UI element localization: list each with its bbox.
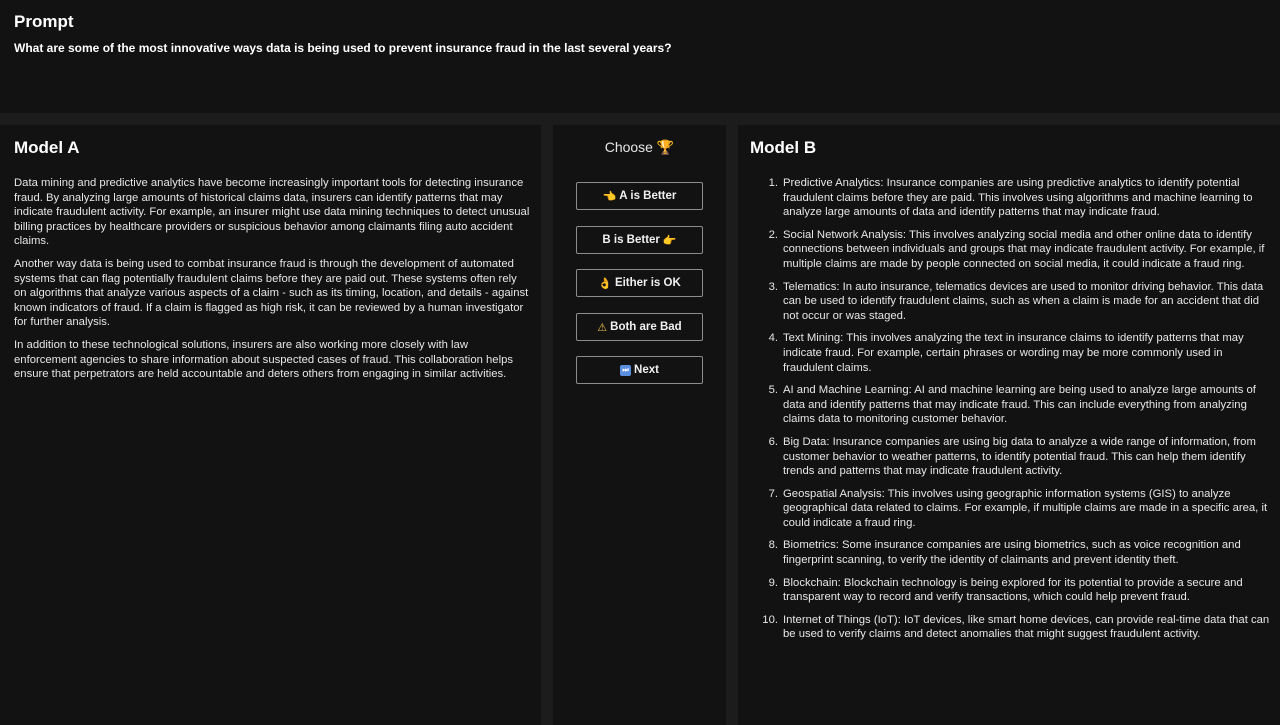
model-a-panel [0,125,541,725]
list-text: Big Data: Insurance companies are using big data to analyze a wide range of information, from customer behavior to weather patterns, to identify potential fraud. This can help them identify trends and patterns that may indicate fraudulent activity. [783,435,1256,478]
list-item [750,383,1270,427]
model-a-paragraph: In addition to these technological solutions, insurers are also working more closely with law enforcement agencies to share information about suspected cases of fraud. This collaboration helps ensure that perpetrators are held accountable and deters others from engaging in similar activities. [14,338,514,381]
list-number: 6. [768,435,778,448]
list-item [750,538,1270,567]
model-a-paragraph: Another way data is being used to combat insurance fraud is through the development of automated systems that can flag potentially fraudulent claims before they are paid out. These systems often rely on algorithms that analyze various aspects of a claim - such as its timing, location, and details - against known indicators of fraud. If a claim is flagged as high risk, it can be reviewed by a human investigator for further analysis. [14,257,529,329]
pointing-left-icon: 👈 [602,190,617,203]
list-text: Geospatial Analysis: This involves using geographic information systems (GIS) to analyze geographical data related to claims. For example, if multiple claims are made in a specific area, it could indicate a fraud ring. [783,487,1268,529]
list-text: Social Network Analysis: This involves analyzing social media and other online data to identify connections between individuals and groups that may indicate fraudulent activity. For example, if multiple claims are made by people connected on social media, it could indicate a fraud ring. [783,228,1265,270]
list-text: Text Mining: This involves analyzing the text in insurance claims to identify patterns that may indicate fraud. For example, certain phrases or wording may be more commonly used in fraudulent claims. [783,332,1244,374]
list-number: 8. [768,539,778,552]
choose-title [553,139,726,156]
list-text: Telematics: In auto insurance, telematics devices are used to monitor driving behavior. This data can be used to identify fraudulent claims, such as when a claim is made for an accident that did not occur or was staged. [783,280,1264,322]
ok-hand-icon: 👌 [598,277,612,290]
choose-label: Choose [604,139,653,155]
prompt-text: What are some of the most innovative ways data is being used to prevent insurance fraud in the last several years? [14,41,672,55]
list-number: 1. [768,177,778,189]
either-is-ok-button[interactable] [576,269,703,297]
model-b-title: Model B [750,138,817,157]
next-button[interactable] [576,356,703,384]
list-item [750,331,1270,375]
model-a-response [14,176,532,390]
list-number: 9. [768,576,778,589]
pointing-right-icon: 👉 [662,234,677,247]
a-is-better-label: A is Better [619,190,677,202]
list-number: 2. [768,228,778,241]
list-text: Biometrics: Some insurance companies are using biometrics, such as voice recognition and fingerprint scanning, to verify the identity of claimants and prevent identity theft. [783,539,1241,567]
list-item [750,280,1270,324]
list-item [750,576,1270,605]
list-text: Internet of Things (IoT): IoT devices, like smart home devices, can provide real-time data that can be used to verify claims and detect anomalies that might suggest fraudulent activity. [783,613,1270,641]
list-item [750,487,1270,531]
a-is-better-button[interactable] [576,182,703,210]
list-number: 4. [768,332,778,345]
both-are-bad-label: Both are Bad [610,321,682,333]
prompt-panel [0,0,1280,113]
list-number: 7. [768,487,778,500]
trophy-icon: 🏆 [656,139,675,155]
list-number: 10. [762,613,778,626]
chooser-panel [553,125,726,725]
model-a-paragraph: Data mining and predictive analytics have become increasingly important tools for detecting insurance fraud. By analyzing large amounts of historical claims data, insurers can identify patterns that may indicate fraudulent activity. For example, an insurer might use data mining techniques to detect unusual billing practices by healthcare providers or suspicious behavior among claimants filing auto accident claims. [14,177,530,248]
list-number: 3. [768,280,778,293]
list-number: 5. [768,384,778,397]
model-b-panel [738,125,1280,725]
b-is-better-button[interactable] [576,226,703,254]
next-track-icon: ⏭ [620,365,631,376]
list-item [750,435,1270,479]
next-label: Next [634,364,659,376]
either-is-ok-label: Either is OK [614,277,681,289]
model-b-response [750,176,1270,650]
list-item [750,228,1270,272]
warning-icon: ⚠ [597,321,608,334]
list-text: Blockchain: Blockchain technology is being explored for its potential to provide a secure and transparent way to record and verify transactions, which could help prevent fraud. [783,576,1243,604]
list-text: AI and Machine Learning: AI and machine learning are being used to analyze large amounts of data and identify patterns that may indicate fraud. This can include everything from analyzing claims data to monitoring customer behavior. [783,384,1256,426]
both-are-bad-button[interactable] [576,313,703,341]
list-item [750,613,1270,642]
list-item [750,176,1270,220]
b-is-better-label: B is Better [602,234,660,246]
list-text: Predictive Analytics: Insurance companies are using predictive analytics to identify potential fraudulent claims before they are paid. This involves using algorithms and machine learning to analyze large amounts of data and identify patterns that may indicate fraud. [783,177,1253,219]
prompt-title: Prompt [14,12,74,31]
model-a-title: Model A [14,138,80,157]
